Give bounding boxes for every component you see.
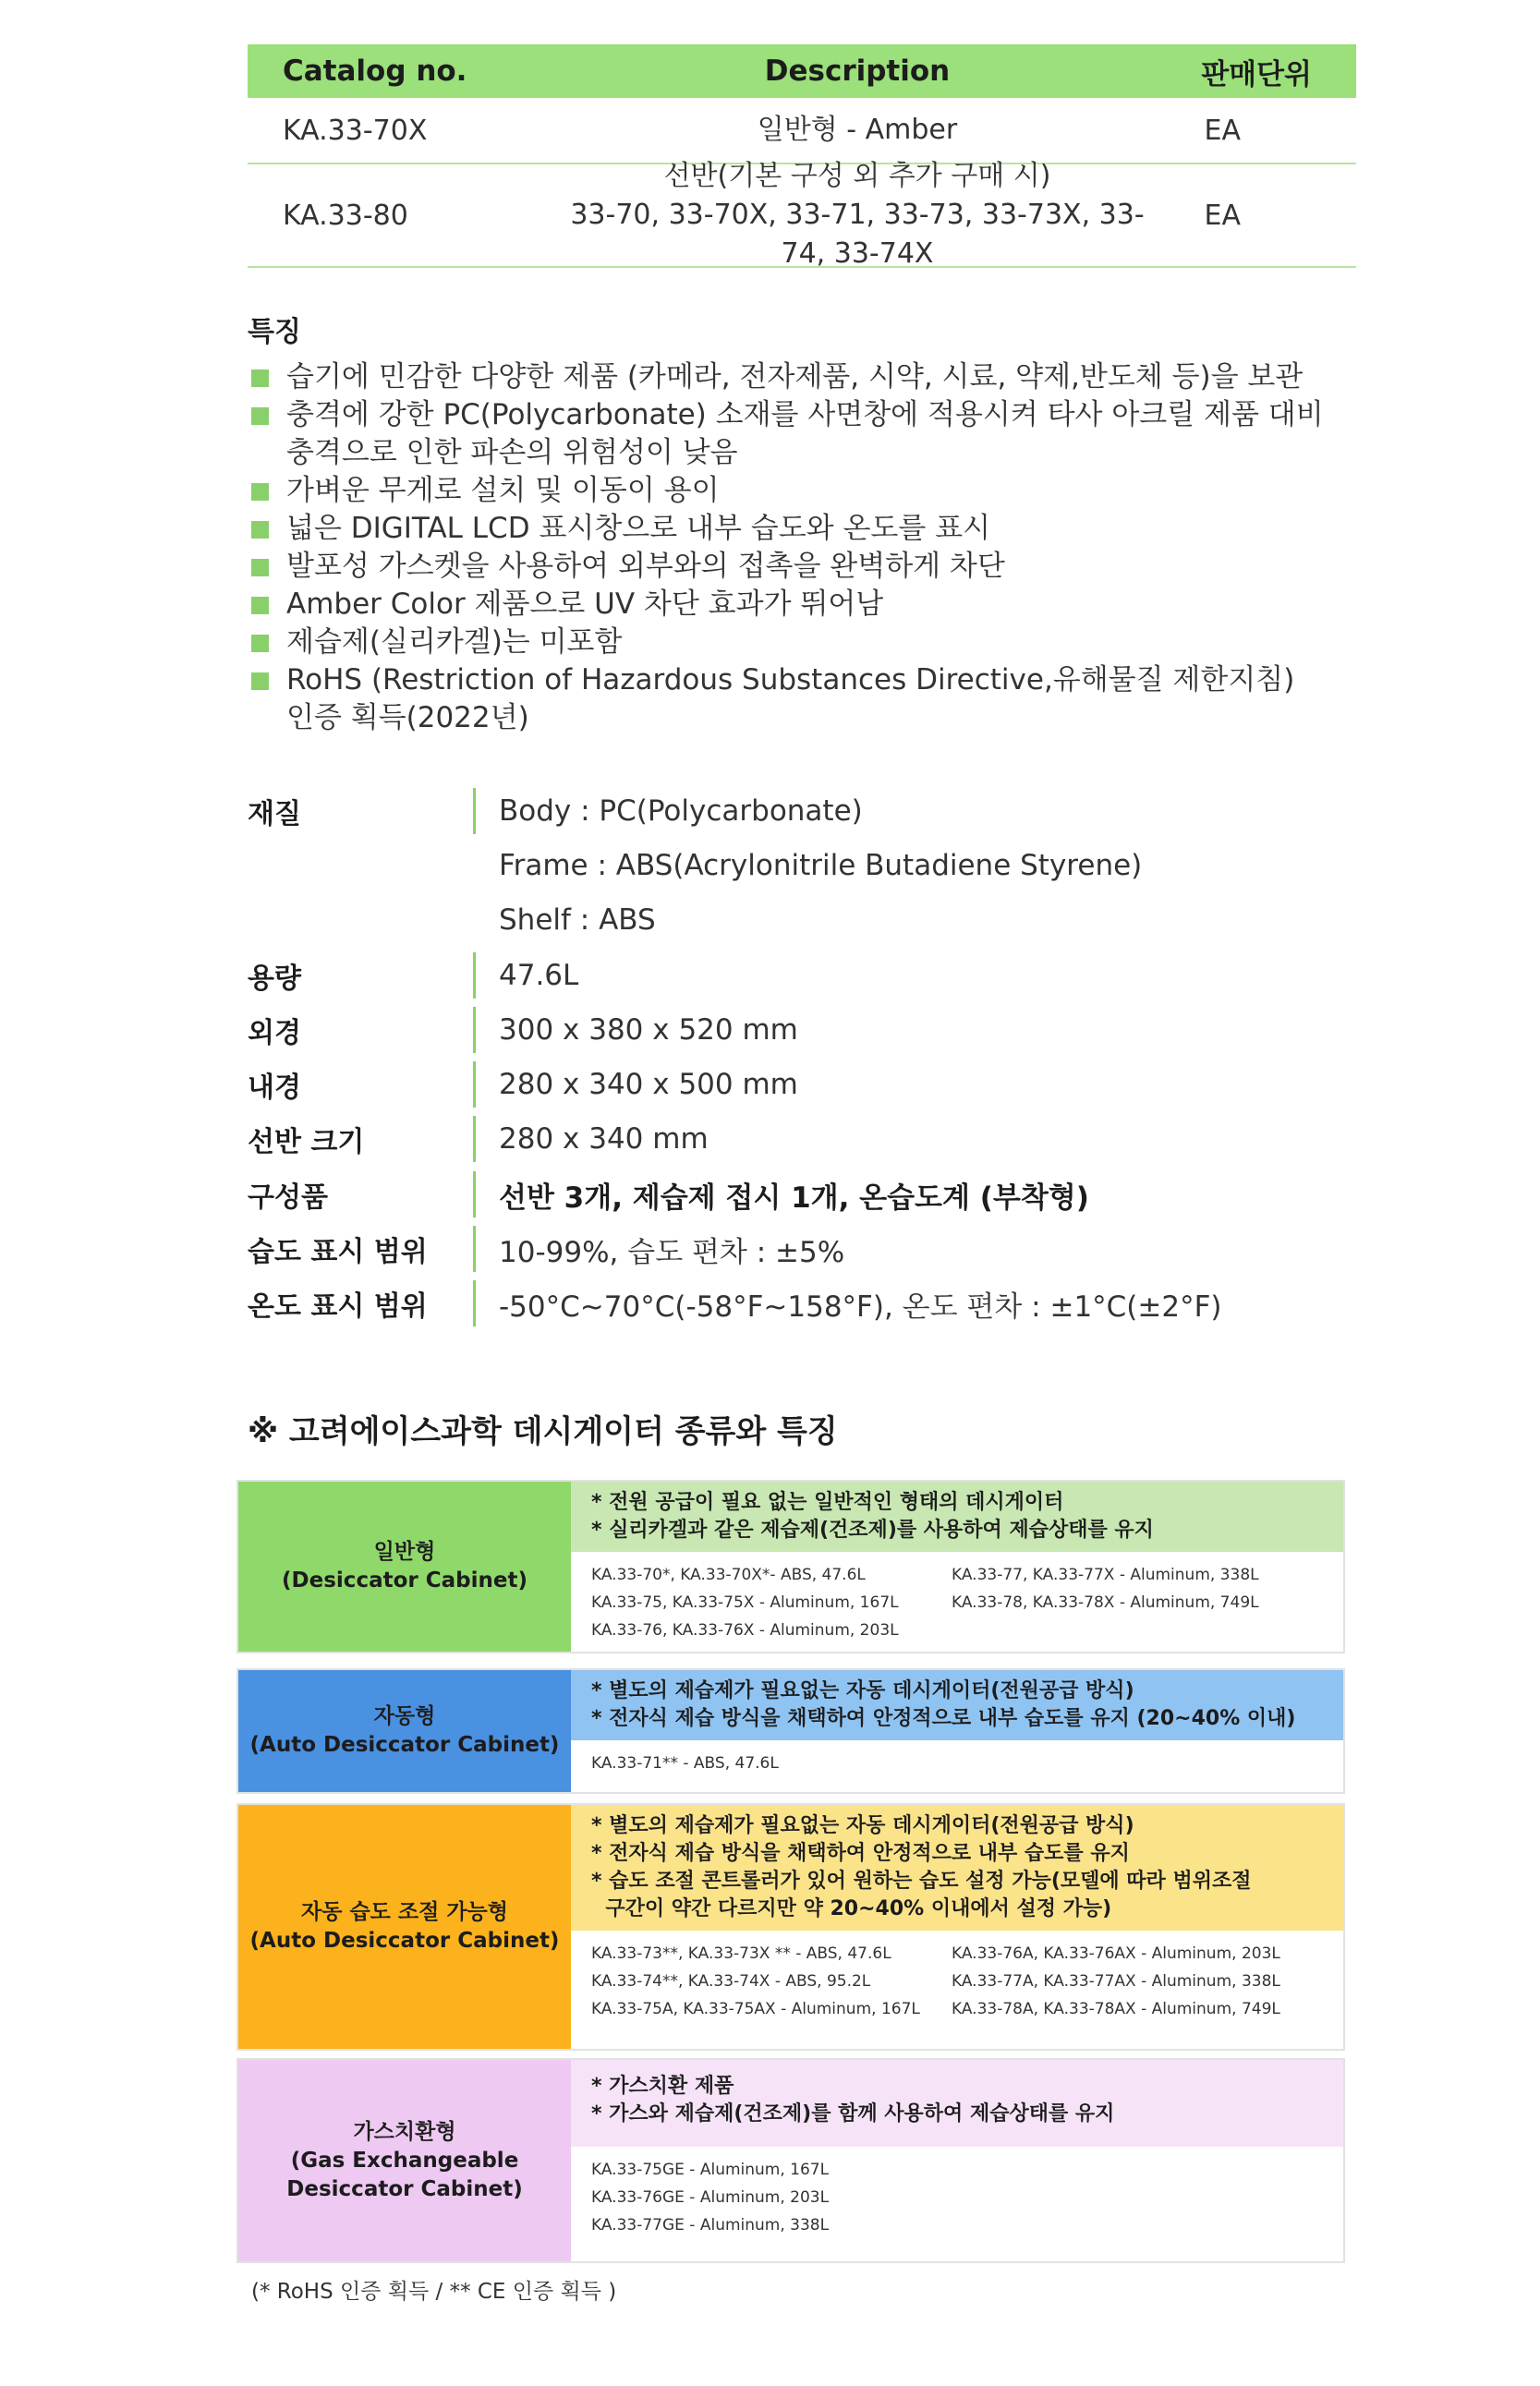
type-label-panel [238,1482,571,1652]
type-name: 자동형 [373,1704,436,1728]
spec-divider [473,1226,476,1272]
spec-value: 선반 3개, 제습제 접시 1개, 온습도계 (부착형) [499,1181,1089,1215]
feature-item [248,699,1393,737]
type-description [571,1670,1343,1740]
spec-divider [473,788,476,834]
feature-item [248,586,1393,624]
spec-label: 용량 [248,963,301,995]
spec-label: 습도 표시 범위 [248,1236,428,1268]
type-description [571,1482,1343,1552]
type-label-panel [238,1670,571,1792]
spec-label: 외경 [248,1017,301,1049]
footnote: (* RoHS 인증 획득 / ** CE 인증 획득 ) [251,2280,617,2304]
type-description-line: * 전자식 제습 방식을 채택하여 안정적으로 내부 습도를 유지 [591,1842,1130,1865]
type-models [571,1931,1343,2049]
model-line: KA.33-76A, KA.33-76AX - Aluminum, 203L [952,1944,1280,1963]
models-column [952,1561,1312,1652]
spec-divider [473,1061,476,1108]
feature-item [248,434,1393,472]
type-models [571,1740,1343,1792]
description-line: 선반(기본 구성 외 추가 구매 시) [663,160,1051,192]
feature-text: 충격으로 인한 파손의 위험성이 낮음 [286,436,738,469]
catalog-table-header [248,44,1356,98]
type-name: 자동 습도 조절 가능형 [301,1900,508,1924]
model-line: KA.33-75A, KA.33-75AX - Aluminum, 167L [591,2000,920,2018]
spec-divider [473,1007,476,1053]
square-bullet-icon [251,369,269,387]
type-models [571,1552,1343,1652]
type-description-line: * 가스치환 제품 [591,2075,734,2098]
types-title: ※ 고려에이스과학 데시게이터 종류와 특징 [248,1413,838,1450]
model-line: KA.33-77, KA.33-77X - Aluminum, 338L [952,1566,1259,1584]
header-description: Description [764,55,951,88]
spec-value: 280 x 340 x 500 mm [499,1068,798,1101]
type-description-line: 구간이 약간 다르지만 약 20~40% 이내에서 설정 가능) [591,1897,1112,1920]
model-line: KA.33-78, KA.33-78X - Aluminum, 749L [952,1593,1259,1612]
square-bullet-icon [251,483,269,501]
spec-row-shelf-size [248,1116,1449,1162]
header-catalog-no: Catalog no. [283,55,467,88]
spec-label: 재질 [248,798,301,830]
spec-divider [473,1280,476,1326]
feature-item [248,396,1393,434]
feature-text: 습기에 민감한 다양한 제품 (카메라, 전자제품, 시약, 시료, 약제,반도체 등)을 보관 [286,360,1304,394]
type-description-line: * 가스와 제습제(건조제)를 함께 사용하여 제습상태를 유지 [591,2102,1115,2126]
feature-item [248,510,1393,548]
feature-item [248,548,1393,586]
feature-item [248,358,1393,396]
square-bullet-icon [251,672,269,690]
feature-item [248,472,1393,510]
feature-text: 넓은 DIGITAL LCD 표시창으로 내부 습도와 온도를 표시 [286,512,991,545]
model-line: KA.33-74**, KA.33-74X - ABS, 95.2L [591,1972,871,1991]
models-column [591,1750,952,1792]
spec-divider [473,1171,476,1217]
type-description-line: * 별도의 제습제가 필요없는 자동 데시게이터(전원공급 방식) [591,1814,1134,1837]
type-description-line: * 실리카겔과 같은 제습제(건조제)를 사용하여 제습상태를 유지 [591,1519,1154,1542]
type-card-adjustable [236,1803,1345,2051]
models-column [952,1940,1312,2049]
model-line: KA.33-71** - ABS, 47.6L [591,1754,779,1773]
model-line: KA.33-73**, KA.33-73X ** - ABS, 47.6L [591,1944,891,1963]
type-subtitle: (Auto Desiccator Cabinet) [249,1733,560,1757]
spec-divider [473,897,476,943]
type-card-auto [236,1668,1345,1794]
type-subtitle: Desiccator Cabinet) [286,2176,523,2201]
square-bullet-icon [251,521,269,539]
type-name: 가스치환형 [353,2119,456,2144]
table-row [248,98,1356,164]
spec-row-components [248,1171,1449,1217]
type-card-general [236,1480,1345,1653]
feature-item [248,661,1393,699]
unit: EA [1204,199,1241,232]
model-line: KA.33-76, KA.33-76X - Aluminum, 203L [591,1621,899,1640]
table-row [248,160,1356,270]
type-subtitle: (Gas Exchangeable [290,2148,519,2173]
model-line: KA.33-77GE - Aluminum, 338L [591,2216,830,2235]
spec-divider [473,952,476,999]
spec-row-capacity [248,952,1449,999]
spec-row-material-shelf [248,897,1449,943]
catalog-table [248,44,1356,268]
description-line: 일반형 - Amber [757,114,958,146]
spec-label: 온도 표시 범위 [248,1290,428,1323]
spec-value: Shelf : ABS [499,903,656,937]
spec-divider [473,1116,476,1162]
spec-row-outer-size [248,1007,1449,1053]
square-bullet-icon [251,407,269,425]
square-bullet-icon [251,559,269,576]
spec-label: 선반 크기 [248,1126,365,1158]
spec-value: Body : PC(Polycarbonate) [499,794,863,828]
catalog-number: KA.33-80 [283,199,408,232]
spec-label: 구성품 [248,1181,328,1214]
unit: EA [1204,114,1241,147]
square-bullet-icon [251,597,269,614]
models-column [591,2156,952,2261]
model-line: KA.33-70*, KA.33-70X*- ABS, 47.6L [591,1566,866,1584]
feature-item [248,624,1393,661]
type-subtitle: (Auto Desiccator Cabinet) [249,1929,560,1953]
model-line: KA.33-75GE - Aluminum, 167L [591,2161,830,2179]
type-label-panel [238,1805,571,2049]
spec-value: -50°C~70°C(-58°F~158°F), 온도 편차 : ±1°C(±2°F) [499,1290,1222,1324]
spec-row-material-frame [248,842,1449,889]
model-line: KA.33-76GE - Aluminum, 203L [591,2188,830,2207]
type-name: 일반형 [373,1540,436,1564]
type-models [571,2147,1343,2261]
type-description-line: * 전자식 제습 방식을 채택하여 안정적으로 내부 습도를 유지 (20~40% 이내) [591,1707,1296,1730]
type-card-gas [236,2058,1345,2263]
feature-text: 인증 획득(2022년) [286,701,529,734]
spec-label: 내경 [248,1072,301,1104]
spec-row-material [248,788,1449,834]
models-column [591,1940,952,2049]
model-line: KA.33-78A, KA.33-78AX - Aluminum, 749L [952,2000,1280,2018]
models-column [591,1561,952,1652]
spec-divider [473,842,476,889]
spec-value: Frame : ABS(Acrylonitrile Butadiene Styrene) [499,849,1143,882]
description-line: 33-70, 33-70X, 33-71, 33-73, 33-73X, 33-74, 33-74X [570,199,1145,270]
spec-value: 10-99%, 습도 편차 : ±5% [499,1235,845,1269]
model-line: KA.33-75, KA.33-75X - Aluminum, 167L [591,1593,899,1612]
catalog-number: KA.33-70X [283,114,428,147]
description [562,157,1153,273]
description [562,111,1153,150]
spec-value: 280 x 340 mm [499,1122,709,1156]
spec-row-temperature-range [248,1280,1449,1326]
type-detail-panel [571,1482,1343,1652]
type-detail-panel [571,1670,1343,1792]
type-description-line: * 별도의 제습제가 필요없는 자동 데시게이터(전원공급 방식) [591,1679,1134,1702]
type-description-line: * 전원 공급이 필요 없는 일반적인 형태의 데시게이터 [591,1491,1064,1514]
type-description [571,2060,1343,2147]
type-label-panel [238,2060,571,2261]
feature-text: 가벼운 무게로 설치 및 이동이 용이 [286,474,720,507]
spec-value: 47.6L [499,959,579,992]
type-subtitle: (Desiccator Cabinet) [282,1568,527,1593]
spec-row-inner-size [248,1061,1449,1108]
feature-text: Amber Color 제품으로 UV 차단 효과가 뛰어남 [286,587,884,621]
feature-text: 제습제(실리카겔)는 미포함 [286,625,623,659]
spec-value: 300 x 380 x 520 mm [499,1013,798,1047]
header-unit: 판매단위 [1201,57,1312,91]
square-bullet-icon [251,635,269,652]
type-detail-panel [571,2060,1343,2261]
spec-row-humidity-range [248,1226,1449,1272]
type-description-line: * 습도 조절 콘트롤러가 있어 원하는 습도 설정 가능(모델에 따라 범위조절 [591,1870,1252,1893]
features-title: 특징 [248,316,301,348]
type-detail-panel [571,1805,1343,2049]
feature-text: RoHS (Restriction of Hazardous Substances Directive,유해물질 제한지침) [286,663,1295,696]
feature-text: 발포성 가스켓을 사용하여 외부와의 접촉을 완벽하게 차단 [286,550,1005,583]
type-description [571,1805,1343,1931]
feature-text: 충격에 강한 PC(Polycarbonate) 소재를 사면창에 적용시켜 타사 아크릴 제품 대비 [286,398,1324,431]
model-line: KA.33-77A, KA.33-77AX - Aluminum, 338L [952,1972,1280,1991]
features-list [248,358,1393,737]
